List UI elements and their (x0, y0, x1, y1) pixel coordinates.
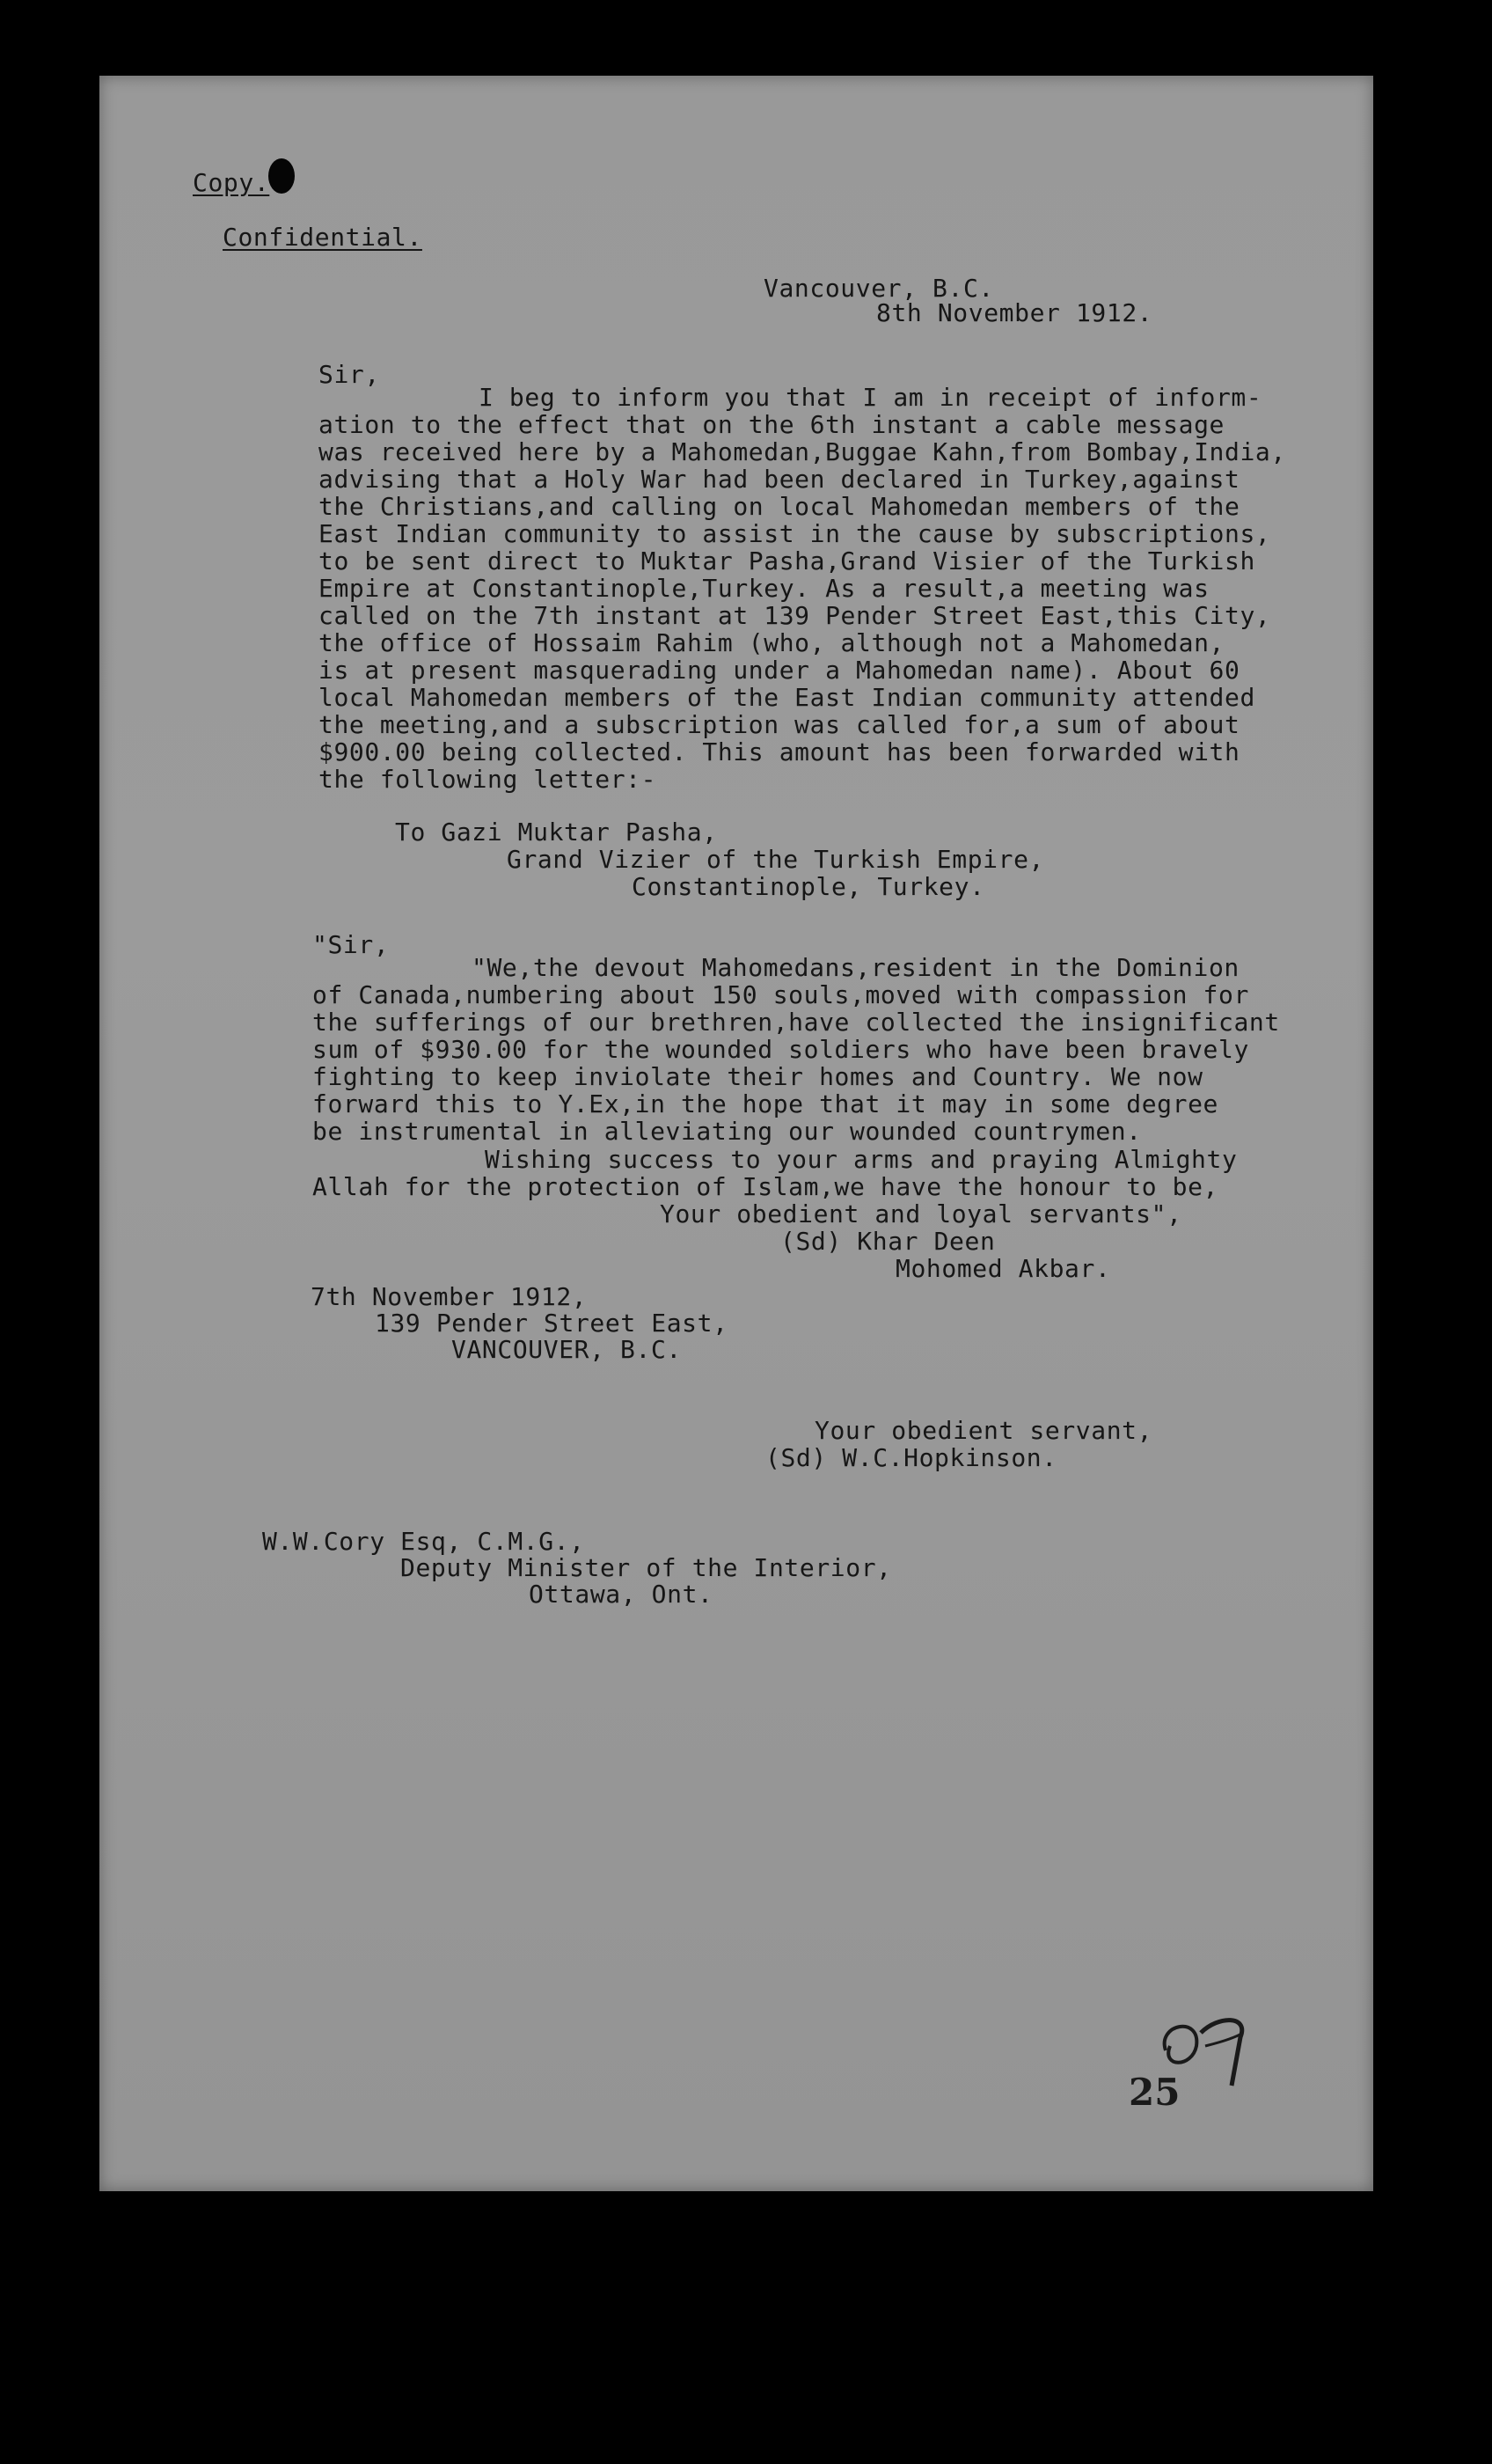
body-line: the following letter:- (318, 765, 657, 794)
closing-signature: (Sd) W.C.Hopkinson. (765, 1443, 1057, 1472)
punch-hole (268, 158, 295, 194)
confidential-label: Confidential. (223, 223, 422, 252)
recipient-line: Deputy Minister of the Interior, (400, 1553, 892, 1582)
salutation: Sir, (318, 360, 380, 389)
quoted-line: fighting to keep inviolate their homes and Country. We now (312, 1062, 1203, 1091)
quoted-line: sum of $930.00 for the wounded soldiers who have been bravely (312, 1035, 1249, 1064)
copy-label: Copy. (193, 168, 270, 197)
body-line: the meeting,and a subscription was called for,a sum of about (318, 710, 1240, 739)
body-line: Empire at Constantinople,Turkey. As a result,a meeting was (318, 574, 1210, 603)
body-line: the office of Hossaim Rahim (who, although not a Mahomedan, (318, 628, 1225, 657)
address-line: To Gazi Muktar Pasha, (395, 818, 718, 847)
body-line: the Christians,and calling on local Mahomedan members of the (318, 492, 1240, 521)
page-number: 25 (1129, 2071, 1181, 2114)
closing-line: Your obedient servant, (815, 1416, 1153, 1445)
quoted-line: Your obedient and loyal servants", (660, 1199, 1182, 1228)
quoted-line: be instrumental in alleviating our wounded countrymen. (312, 1117, 1142, 1146)
body-line: advising that a Holy War had been declared in Turkey,against (318, 465, 1240, 494)
recipient-line: Ottawa, Ont. (529, 1580, 713, 1609)
quoted-line: "We,the devout Mahomedans,resident in the Dominion (472, 953, 1240, 982)
footer-line: 7th November 1912, (311, 1282, 588, 1311)
footer-line: 139 Pender Street East, (375, 1309, 728, 1338)
quoted-salutation: "Sir, (312, 930, 390, 959)
body-line: was received here by a Mahomedan,Buggae Kahn,from Bombay,India, (318, 437, 1286, 466)
quoted-signature: (Sd) Khar Deen (780, 1227, 996, 1256)
body-line: East Indian community to assist in the cause by subscriptions, (318, 519, 1271, 548)
recipient-line: W.W.Cory Esq, C.M.G., (262, 1527, 585, 1556)
body-line: to be sent direct to Muktar Pasha,Grand Visier of the Turkish (318, 546, 1255, 576)
dateline-date: 8th November 1912. (876, 298, 1153, 327)
body-line: is at present masquerading under a Mahomedan name). About 60 (318, 656, 1240, 685)
body-line: I beg to inform you that I am in receipt of inform- (479, 383, 1262, 412)
quoted-signature: Mohomed Akbar. (896, 1254, 1111, 1283)
body-line: ation to the effect that on the 6th instant a cable message (318, 410, 1225, 439)
quoted-line: forward this to Y.Ex,in the hope that it may in some degree (312, 1089, 1218, 1118)
address-line: Grand Vizier of the Turkish Empire, (507, 845, 1045, 874)
body-line: $900.00 being collected. This amount has been forwarded with (318, 737, 1240, 766)
body-line: called on the 7th instant at 139 Pender Street East,this City, (318, 601, 1271, 630)
body-line: local Mahomedan members of the East Indian community attended (318, 683, 1255, 712)
footer-line: VANCOUVER, B.C. (451, 1335, 682, 1364)
quoted-line: Allah for the protection of Islam,we have the honour to be, (312, 1172, 1218, 1201)
quoted-line: of Canada,numbering about 150 souls,moved with compassion for (312, 980, 1249, 1009)
address-line: Constantinople, Turkey. (632, 872, 985, 901)
quoted-line: Wishing success to your arms and praying Almighty (485, 1145, 1238, 1174)
quoted-line: the sufferings of our brethren,have collected the insignificant (312, 1008, 1280, 1037)
dateline-place: Vancouver, B.C. (764, 274, 994, 303)
